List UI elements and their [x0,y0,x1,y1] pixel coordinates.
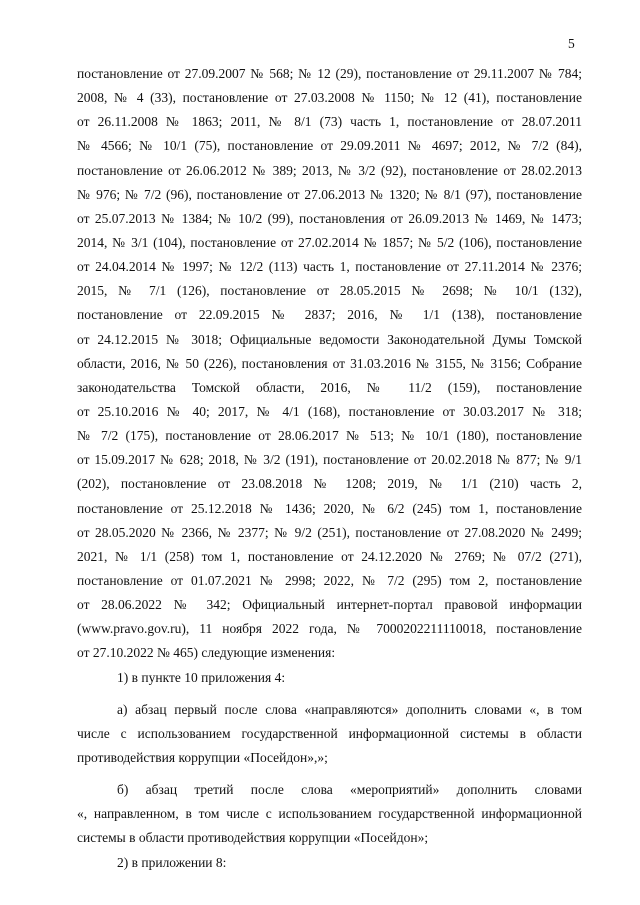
text-line: от 25.10.2016 № 40; 2017, № 4/1 (168), постановление от 30.03.2017 № 318; [77,403,582,419]
text-line: от 28.05.2020 № 2366, № 2377; № 9/2 (251), постановление от 27.08.2020 № 2499; [77,524,582,540]
text-line: 2008, № 4 (33), постановление от 27.03.2008 № 1150; № 12 (41), постановление [77,90,582,106]
text-line: а) абзац первый после слова «направляются» дополнить словами «, в том [117,701,582,717]
text-line: от 25.07.2013 № 1384; № 10/2 (99), постановления от 26.09.2013 № 1469, № 1473; [77,210,582,226]
text-line: системы в области противодействия коррупции «Посейдон»; [77,830,429,846]
list-item-heading: 1) в пункте 10 приложения 4: [117,669,286,685]
text-line: числе с использованием государственной информационной системы в области [77,725,582,741]
text-line: от 28.06.2022 № 342; Официальный интернет-портал правовой информации [77,597,582,613]
text-line: от 24.12.2015 № 3018; Официальные ведомости Законодательной Думы Томской [77,331,582,347]
text-line: от 24.04.2014 № 1997; № 12/2 (113) часть 1, постановление от 27.11.2014 № 2376; [77,259,582,275]
text-line: постановление от 01.07.2021 № 2998; 2022, № 7/2 (295) том 2, постановление [77,572,582,588]
paragraph-spacer [77,690,582,698]
text-line: № 4566; № 10/1 (75), постановление от 29.09.2011 № 4697; 2012, № 7/2 (84), [77,138,582,154]
page-number: 5 [568,36,575,51]
document-body [77,62,582,875]
text-line: № 976; № 7/2 (96), постановление от 27.06.2013 № 1320; № 8/1 (97), постановление [77,186,582,202]
text-line: 2021, № 1/1 (258) том 1, постановление от 24.12.2020 № 2769; № 07/2 (271), [77,548,582,564]
text-line: постановление от 25.12.2018 № 1436; 2020, № 6/2 (245) том 1, постановление [77,500,582,516]
text-line: «, направленном, в том числе с использованием государственной информационной [77,806,582,822]
text-line: от 15.09.2017 № 628; 2018, № 3/2 (191), постановление от 20.02.2018 № 877; № 9/1 [77,452,582,468]
text-line: противодействия коррупции «Посейдон»,»; [77,749,328,765]
text-line: № 7/2 (175), постановление от 28.06.2017 № 513; № 10/1 (180), постановление [77,428,582,444]
text-line: (www.pravo.gov.ru), 11 ноября 2022 года, № 7000202211110018, постановление [77,621,582,637]
text-line: области, 2016, № 50 (226), постановления от 31.03.2016 № 3155, № 3156; Собрание [77,355,582,371]
text-line: б) абзац третий после слова «мероприятий» дополнить словами [117,782,582,798]
list-item-heading: 2) в приложении 8: [117,854,227,870]
text-line: постановление от 26.06.2012 № 389; 2013, № 3/2 (92), постановление от 28.02.2013 [77,162,582,178]
text-line: от 27.10.2022 № 465) следующие изменения: [77,645,336,661]
paragraph [77,62,582,666]
text-line: от 26.11.2008 № 1863; 2011, № 8/1 (73) часть 1, постановление от 28.07.2011 [77,114,582,130]
paragraph [77,778,582,850]
text-line: 2015, № 7/1 (126), постановление от 28.05.2015 № 2698; № 10/1 (132), [77,283,582,299]
text-line: постановление от 27.09.2007 № 568; № 12 (29), постановление от 29.11.2007 № 784; [77,66,582,81]
text-line: постановление от 22.09.2015 № 2837; 2016, № 1/1 (138), постановление [77,307,582,323]
paragraph-spacer [77,770,582,778]
paragraph [77,851,582,875]
paragraph [77,666,582,690]
text-line: 2014, № 3/1 (104), постановление от 27.02.2014 № 1857; № 5/2 (106), постановление [77,234,582,250]
text-line: (202), постановление от 23.08.2018 № 1208; 2019, № 1/1 (210) часть 2, [77,476,582,492]
paragraph [77,698,582,770]
text-line: законодательства Томской области, 2016, № 11/2 (159), постановление [77,379,582,395]
